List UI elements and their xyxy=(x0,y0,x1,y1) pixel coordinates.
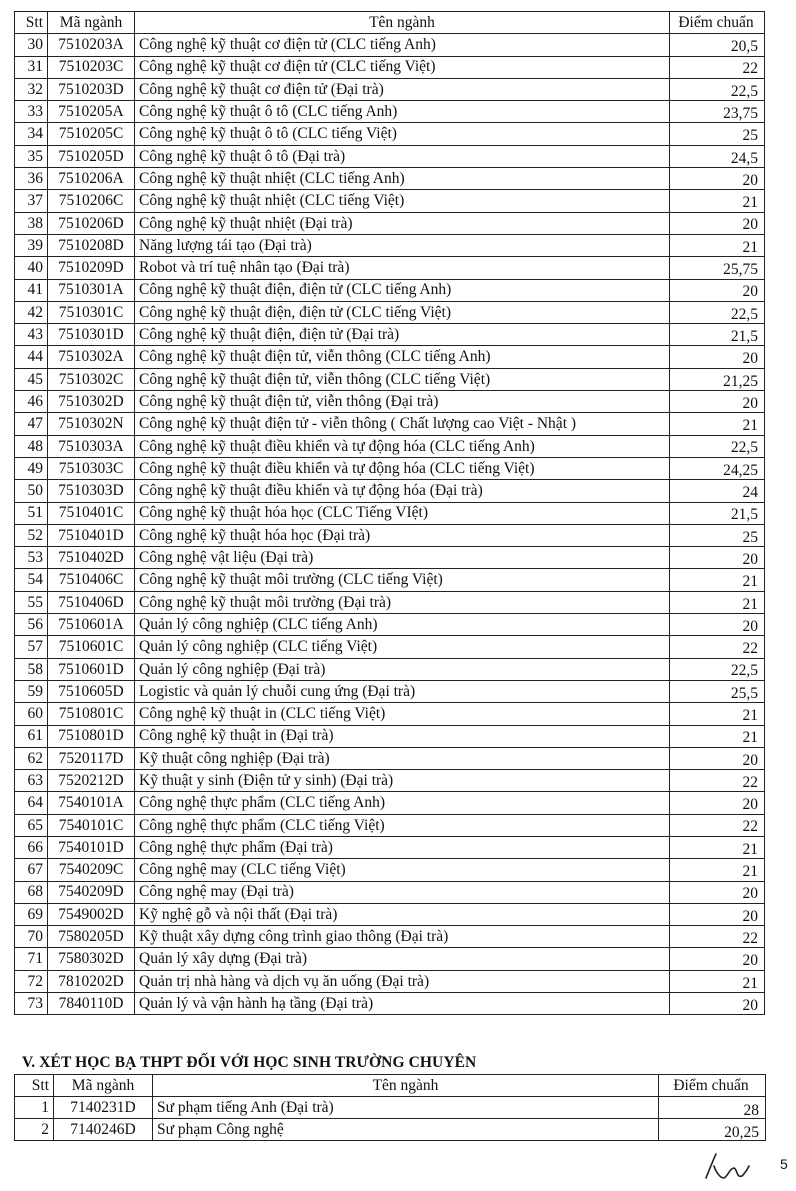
row-score: 21,25 xyxy=(670,368,765,390)
row-name: Công nghệ kỹ thuật điều khiển và tự động hóa (Đại trà) xyxy=(135,480,670,502)
row-score: 20 xyxy=(670,881,765,903)
table-row xyxy=(15,792,765,814)
row-stt: 34 xyxy=(15,123,48,145)
row-code: 7540101A xyxy=(48,792,135,814)
row-code: 7510605D xyxy=(48,680,135,702)
row-stt: 45 xyxy=(15,368,48,390)
row-stt: 32 xyxy=(15,78,48,100)
table-row xyxy=(15,725,765,747)
row-stt: 2 xyxy=(15,1119,54,1141)
row-code: 7840110D xyxy=(48,993,135,1015)
row-score: 21,5 xyxy=(670,502,765,524)
row-name: Kỹ thuật công nghiệp (Đại trà) xyxy=(135,747,670,769)
row-score: 22 xyxy=(670,926,765,948)
row-stt: 55 xyxy=(15,591,48,613)
row-name: Công nghệ kỹ thuật cơ điện tử (Đại trà) xyxy=(135,78,670,100)
row-score: 21 xyxy=(670,725,765,747)
row-name: Quản lý công nghiệp (CLC tiếng Việt) xyxy=(135,636,670,658)
row-code: 7510601C xyxy=(48,636,135,658)
row-score: 24,5 xyxy=(670,145,765,167)
row-stt: 52 xyxy=(15,524,48,546)
row-code: 7510203A xyxy=(48,34,135,56)
row-code: 7520212D xyxy=(48,770,135,792)
table-row xyxy=(15,480,765,502)
table-row xyxy=(15,212,765,234)
table-row xyxy=(15,547,765,569)
row-code: 7510205C xyxy=(48,123,135,145)
row-name: Quản lý và vận hành hạ tầng (Đại trà) xyxy=(135,993,670,1015)
row-name: Công nghệ kỹ thuật điện tử, viễn thông (CLC tiếng Việt) xyxy=(135,368,670,390)
row-code: 7510206D xyxy=(48,212,135,234)
row-code: 7520117D xyxy=(48,747,135,769)
row-code: 7510402D xyxy=(48,547,135,569)
row-code: 7510206C xyxy=(48,190,135,212)
row-stt: 58 xyxy=(15,658,48,680)
table-row xyxy=(15,145,765,167)
row-code: 7510302D xyxy=(48,391,135,413)
row-code: 7510205D xyxy=(48,145,135,167)
row-stt: 40 xyxy=(15,257,48,279)
row-name: Công nghệ kỹ thuật điện tử, viễn thông (Đại trà) xyxy=(135,391,670,413)
row-name: Công nghệ kỹ thuật nhiệt (CLC tiếng Anh) xyxy=(135,168,670,190)
row-name: Kỹ thuật xây dựng công trình giao thông (Đại trà) xyxy=(135,926,670,948)
table-row xyxy=(15,1097,766,1119)
row-stt: 48 xyxy=(15,435,48,457)
table-row xyxy=(15,948,765,970)
row-name: Công nghệ kỹ thuật ô tô (CLC tiếng Anh) xyxy=(135,101,670,123)
header-name: Tên ngành xyxy=(135,12,670,34)
row-stt: 64 xyxy=(15,792,48,814)
row-stt: 62 xyxy=(15,747,48,769)
row-stt: 30 xyxy=(15,34,48,56)
row-name: Công nghệ kỹ thuật in (Đại trà) xyxy=(135,725,670,747)
row-stt: 44 xyxy=(15,346,48,368)
table-row xyxy=(15,591,765,613)
table-row xyxy=(15,1119,766,1141)
row-name: Công nghệ kỹ thuật ô tô (CLC tiếng Việt) xyxy=(135,123,670,145)
row-stt: 39 xyxy=(15,234,48,256)
row-code: 7510406C xyxy=(48,569,135,591)
row-code: 7510303D xyxy=(48,480,135,502)
row-stt: 72 xyxy=(15,970,48,992)
row-stt: 73 xyxy=(15,993,48,1015)
row-stt: 38 xyxy=(15,212,48,234)
row-name: Công nghệ thực phẩm (Đại trà) xyxy=(135,836,670,858)
row-code: 7510303C xyxy=(48,457,135,479)
row-stt: 65 xyxy=(15,814,48,836)
row-score: 22 xyxy=(670,56,765,78)
row-code: 7580205D xyxy=(48,926,135,948)
row-score: 20 xyxy=(670,792,765,814)
row-code: 7510208D xyxy=(48,234,135,256)
row-name: Công nghệ kỹ thuật nhiệt (Đại trà) xyxy=(135,212,670,234)
section-title: V. XÉT HỌC BẠ THPT ĐỐI VỚI HỌC SINH TRƯỜNG CHUYÊN xyxy=(22,1054,477,1071)
table-row xyxy=(15,457,765,479)
specialized-school-score-table xyxy=(14,1074,766,1141)
row-stt: 60 xyxy=(15,703,48,725)
row-score: 21 xyxy=(670,836,765,858)
row-name: Công nghệ kỹ thuật hóa học (CLC Tiếng VIệt) xyxy=(135,502,670,524)
row-code: 7510801D xyxy=(48,725,135,747)
row-code: 7540209D xyxy=(48,881,135,903)
row-stt: 71 xyxy=(15,948,48,970)
row-score: 25 xyxy=(670,524,765,546)
row-score: 20,5 xyxy=(670,34,765,56)
table-row xyxy=(15,123,765,145)
row-stt: 1 xyxy=(15,1097,54,1119)
row-score: 22,5 xyxy=(670,658,765,680)
row-stt: 43 xyxy=(15,324,48,346)
row-code: 7510203C xyxy=(48,56,135,78)
row-score: 21 xyxy=(670,703,765,725)
table-row xyxy=(15,881,765,903)
table-row xyxy=(15,814,765,836)
row-score: 21 xyxy=(670,970,765,992)
row-name: Logistic và quản lý chuỗi cung ứng (Đại trà) xyxy=(135,680,670,702)
row-stt: 42 xyxy=(15,301,48,323)
table-row xyxy=(15,926,765,948)
table-row xyxy=(15,257,765,279)
row-score: 20 xyxy=(670,212,765,234)
table-row xyxy=(15,413,765,435)
table-row xyxy=(15,747,765,769)
row-name: Quản trị nhà hàng và dịch vụ ăn uống (Đại trà) xyxy=(135,970,670,992)
table-row xyxy=(15,101,765,123)
row-score: 21 xyxy=(670,569,765,591)
row-code: 7510401D xyxy=(48,524,135,546)
row-score: 20,25 xyxy=(659,1119,766,1141)
row-stt: 63 xyxy=(15,770,48,792)
row-name: Công nghệ kỹ thuật ô tô (Đại trà) xyxy=(135,145,670,167)
row-code: 7140231D xyxy=(54,1097,153,1119)
row-stt: 53 xyxy=(15,547,48,569)
row-name: Công nghệ kỹ thuật điện, điện tử (Đại trà) xyxy=(135,324,670,346)
header-score: Điểm chuẩn xyxy=(670,12,765,34)
table-row xyxy=(15,993,765,1015)
table-row xyxy=(15,569,765,591)
row-name: Quản lý xây dựng (Đại trà) xyxy=(135,948,670,970)
row-name: Công nghệ kỹ thuật môi trường (CLC tiếng Việt) xyxy=(135,569,670,591)
row-stt: 31 xyxy=(15,56,48,78)
row-name: Công nghệ thực phẩm (CLC tiếng Việt) xyxy=(135,814,670,836)
row-name: Công nghệ kỹ thuật điện, điện tử (CLC tiếng Anh) xyxy=(135,279,670,301)
row-stt: 57 xyxy=(15,636,48,658)
table-row xyxy=(15,391,765,413)
row-code: 7510801C xyxy=(48,703,135,725)
row-code: 7510601A xyxy=(48,614,135,636)
row-stt: 56 xyxy=(15,614,48,636)
header-stt: Stt xyxy=(15,1075,54,1097)
row-score: 20 xyxy=(670,903,765,925)
row-score: 21,5 xyxy=(670,324,765,346)
row-score: 24,25 xyxy=(670,457,765,479)
table-header-row xyxy=(15,12,765,34)
table-row xyxy=(15,78,765,100)
row-name: Robot và trí tuệ nhân tạo (Đại trà) xyxy=(135,257,670,279)
row-name: Quản lý công nghiệp (Đại trà) xyxy=(135,658,670,680)
row-code: 7540209C xyxy=(48,859,135,881)
row-code: 7549002D xyxy=(48,903,135,925)
table-row xyxy=(15,703,765,725)
row-code: 7510209D xyxy=(48,257,135,279)
row-code: 7510401C xyxy=(48,502,135,524)
row-score: 22,5 xyxy=(670,435,765,457)
row-name: Công nghệ kỹ thuật hóa học (Đại trà) xyxy=(135,524,670,546)
table-row xyxy=(15,836,765,858)
row-name: Công nghệ kỹ thuật cơ điện tử (CLC tiếng Anh) xyxy=(135,34,670,56)
row-score: 20 xyxy=(670,747,765,769)
row-name: Công nghệ kỹ thuật điều khiển và tự động hóa (CLC tiếng Anh) xyxy=(135,435,670,457)
table-row xyxy=(15,324,765,346)
row-code: 7510203D xyxy=(48,78,135,100)
row-code: 7510406D xyxy=(48,591,135,613)
row-code: 7510301C xyxy=(48,301,135,323)
row-score: 20 xyxy=(670,346,765,368)
row-stt: 70 xyxy=(15,926,48,948)
row-name: Công nghệ kỹ thuật điều khiển và tự động hóa (CLC tiếng Việt) xyxy=(135,457,670,479)
table-row xyxy=(15,859,765,881)
row-score: 21 xyxy=(670,859,765,881)
row-name: Công nghệ kỹ thuật điện, điện tử (CLC tiếng Việt) xyxy=(135,301,670,323)
row-score: 22 xyxy=(670,814,765,836)
row-score: 21 xyxy=(670,234,765,256)
row-name: Công nghệ kỹ thuật điện tử, viễn thông (CLC tiếng Anh) xyxy=(135,346,670,368)
row-stt: 41 xyxy=(15,279,48,301)
table-row xyxy=(15,658,765,680)
row-name: Công nghệ kỹ thuật nhiệt (CLC tiếng Việt) xyxy=(135,190,670,212)
table-row xyxy=(15,614,765,636)
row-name: Công nghệ kỹ thuật in (CLC tiếng Việt) xyxy=(135,703,670,725)
table-row xyxy=(15,680,765,702)
table-row xyxy=(15,168,765,190)
row-name: Công nghệ vật liệu (Đại trà) xyxy=(135,547,670,569)
row-code: 7540101D xyxy=(48,836,135,858)
row-stt: 37 xyxy=(15,190,48,212)
row-score: 21 xyxy=(670,591,765,613)
row-score: 28 xyxy=(659,1097,766,1119)
row-name: Kỹ nghệ gỗ và nội thất (Đại trà) xyxy=(135,903,670,925)
row-stt: 69 xyxy=(15,903,48,925)
row-stt: 36 xyxy=(15,168,48,190)
signature-mark xyxy=(700,1148,750,1188)
row-name: Công nghệ kỹ thuật môi trường (Đại trà) xyxy=(135,591,670,613)
row-code: 7510302N xyxy=(48,413,135,435)
row-stt: 35 xyxy=(15,145,48,167)
table-row xyxy=(15,970,765,992)
row-stt: 61 xyxy=(15,725,48,747)
row-stt: 51 xyxy=(15,502,48,524)
row-stt: 59 xyxy=(15,680,48,702)
row-score: 22,5 xyxy=(670,301,765,323)
row-stt: 49 xyxy=(15,457,48,479)
row-score: 20 xyxy=(670,547,765,569)
row-score: 20 xyxy=(670,391,765,413)
table-row xyxy=(15,279,765,301)
row-code: 7510302A xyxy=(48,346,135,368)
row-score: 21 xyxy=(670,190,765,212)
table-row xyxy=(15,34,765,56)
table-row xyxy=(15,502,765,524)
row-code: 7510302C xyxy=(48,368,135,390)
row-score: 22 xyxy=(670,770,765,792)
row-score: 22,5 xyxy=(670,78,765,100)
row-score: 20 xyxy=(670,168,765,190)
row-code: 7140246D xyxy=(54,1119,153,1141)
row-stt: 54 xyxy=(15,569,48,591)
row-name: Công nghệ kỹ thuật cơ điện tử (CLC tiếng Việt) xyxy=(135,56,670,78)
table-row xyxy=(15,435,765,457)
row-code: 7510206A xyxy=(48,168,135,190)
row-name: Sư phạm Công nghệ xyxy=(153,1119,659,1141)
row-code: 7510601D xyxy=(48,658,135,680)
table-row xyxy=(15,770,765,792)
table-row xyxy=(15,368,765,390)
header-stt: Stt xyxy=(15,12,48,34)
header-code: Mã ngành xyxy=(54,1075,153,1097)
table-row xyxy=(15,301,765,323)
row-stt: 67 xyxy=(15,859,48,881)
row-name: Công nghệ kỹ thuật điện tử - viễn thông ( Chất lượng cao Việt - Nhật ) xyxy=(135,413,670,435)
row-score: 20 xyxy=(670,614,765,636)
row-name: Công nghệ may (Đại trà) xyxy=(135,881,670,903)
row-score: 20 xyxy=(670,993,765,1015)
table-row xyxy=(15,636,765,658)
row-score: 23,75 xyxy=(670,101,765,123)
row-code: 7510301A xyxy=(48,279,135,301)
row-code: 7810202D xyxy=(48,970,135,992)
row-score: 21 xyxy=(670,413,765,435)
page-number: 5 xyxy=(780,1156,788,1172)
row-name: Công nghệ may (CLC tiếng Việt) xyxy=(135,859,670,881)
row-name: Kỹ thuật y sinh (Điện tử y sinh) (Đại trà) xyxy=(135,770,670,792)
row-name: Công nghệ thực phẩm (CLC tiếng Anh) xyxy=(135,792,670,814)
table-row xyxy=(15,234,765,256)
admission-score-table xyxy=(14,11,765,1015)
row-stt: 47 xyxy=(15,413,48,435)
row-code: 7540101C xyxy=(48,814,135,836)
row-stt: 50 xyxy=(15,480,48,502)
header-score: Điểm chuẩn xyxy=(659,1075,766,1097)
row-code: 7580302D xyxy=(48,948,135,970)
header-name: Tên ngành xyxy=(153,1075,659,1097)
table-header-row xyxy=(15,1075,766,1097)
row-score: 22 xyxy=(670,636,765,658)
row-name: Năng lượng tái tạo (Đại trà) xyxy=(135,234,670,256)
table-row xyxy=(15,346,765,368)
row-code: 7510301D xyxy=(48,324,135,346)
table-row xyxy=(15,903,765,925)
row-code: 7510303A xyxy=(48,435,135,457)
row-score: 20 xyxy=(670,948,765,970)
table-row xyxy=(15,56,765,78)
row-score: 25,75 xyxy=(670,257,765,279)
table-row xyxy=(15,190,765,212)
table-row xyxy=(15,524,765,546)
row-stt: 46 xyxy=(15,391,48,413)
header-code: Mã ngành xyxy=(48,12,135,34)
row-name: Sư phạm tiếng Anh (Đại trà) xyxy=(153,1097,659,1119)
row-score: 25 xyxy=(670,123,765,145)
row-stt: 33 xyxy=(15,101,48,123)
row-code: 7510205A xyxy=(48,101,135,123)
row-stt: 66 xyxy=(15,836,48,858)
row-stt: 68 xyxy=(15,881,48,903)
row-score: 20 xyxy=(670,279,765,301)
row-score: 25,5 xyxy=(670,680,765,702)
row-score: 24 xyxy=(670,480,765,502)
row-name: Quản lý công nghiệp (CLC tiếng Anh) xyxy=(135,614,670,636)
